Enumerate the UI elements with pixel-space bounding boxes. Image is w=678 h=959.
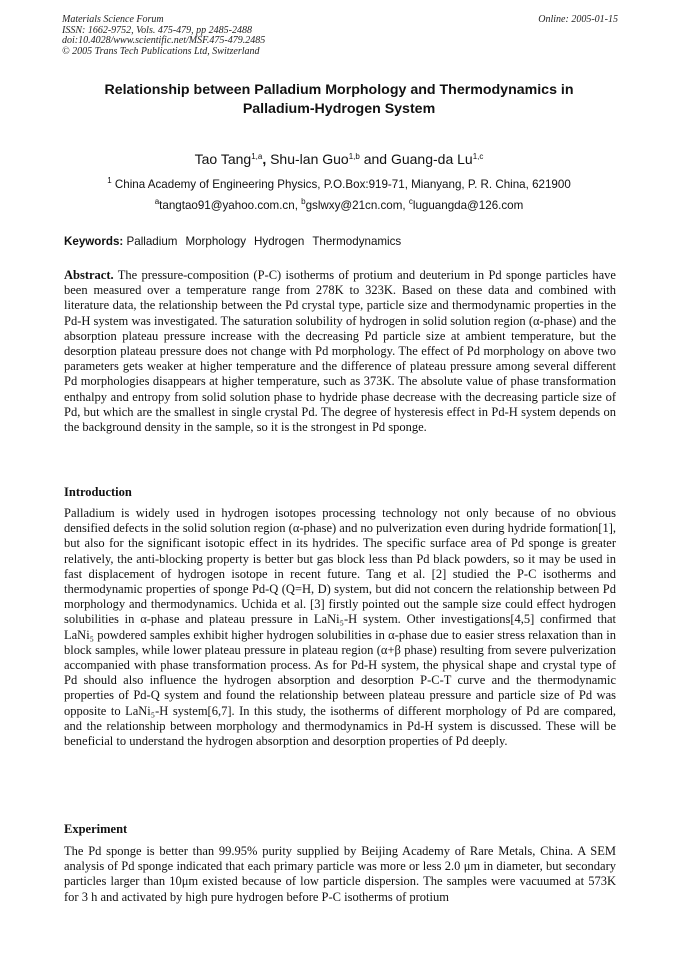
author-separator: , (262, 151, 271, 167)
journal-issn: ISSN: 1662-9752, Vols. 475-479, pp 2485-2488 (62, 24, 252, 36)
abstract-label: Abstract. (64, 268, 114, 282)
email-link[interactable]: gslwxy@21cn.com (305, 199, 403, 212)
title-line-2: Palladium-Hydrogen System (242, 101, 436, 117)
email-link[interactable]: luguangda@126.com (412, 199, 524, 212)
section-heading-experiment: Experiment (64, 822, 128, 836)
keywords-line (64, 234, 620, 249)
email-mark: c (408, 197, 413, 206)
email-link[interactable]: tangtao91@yahoo.com.cn (159, 199, 295, 212)
email-mark: a (154, 197, 160, 206)
author-name: Shu-lan Guo (270, 151, 349, 167)
author-affil-mark: 1,c (472, 152, 484, 161)
author-name: Guang-da Lu (390, 151, 473, 167)
paper-title (40, 81, 638, 119)
keyword: Thermodynamics (312, 235, 402, 248)
keyword: Palladium (126, 235, 178, 248)
keywords-label: Keywords: (64, 235, 124, 248)
author-affil-mark: 1,a (251, 152, 263, 161)
affiliation-text: China Academy of Engineering Physics, P.O.Box:919-71, Mianyang, P. R. China, 621900 (111, 178, 571, 191)
journal-doi: doi:10.4028/www.scientific.net/MSF.475-479.2485 (62, 35, 266, 47)
abstract (64, 268, 616, 435)
journal-name: Materials Science Forum (62, 14, 164, 25)
author-separator: and (359, 151, 391, 167)
email-separator: , (402, 199, 409, 212)
keyword: Morphology (185, 235, 247, 248)
author-name: Tao Tang (194, 151, 252, 167)
author-affil-mark: 1,b (348, 152, 360, 161)
abstract-text: The pressure-composition (P-C) isotherms of protium and deuterium in Pd sponge particles have been measured over a temperature range from 278K to 323K. Based on these data and combined with literature data, the relationship between the Pd crystal type, particle size and thermodynamic properties in the Pd-H system was investigated. The saturation solubility of hydrogen in solid solution region (α-phase) and the absorption plateau pressure increase with the decreasing Pd particle size at ambient temperature, but the desorption plateau pressure does not change with Pd morphology. The effect of Pd morphology on above two parameters gets weaker at higher temperature and the difference of plateau pressure among several different Pd morphologies disappears at higher temperature, such as 373K. The absolute value of phase transformation enthalpy and entropy from solid solution phase to hydride phase decrease with the decreasing particle size of Pd, but which are the smallest in single crystal Pd. The degree of hysteresis effect in Pd-H system depends on the background density in the sample, so it is the strongest in Pd sponge. (64, 268, 616, 435)
author-emails (40, 198, 638, 213)
section-heading-introduction: Introduction (64, 485, 132, 499)
journal-header (62, 15, 618, 57)
journal-copyright: © 2005 Trans Tech Publications Ltd, Switzerland (62, 45, 260, 57)
email-mark: b (301, 197, 306, 206)
title-line-1: Relationship between Palladium Morphology and Thermodynamics in (104, 82, 574, 98)
keyword: Hydrogen (254, 235, 305, 248)
author-list (40, 150, 638, 168)
experiment-paragraph: The Pd sponge is better than 99.95% purity supplied by Beijing Academy of Rare Metals, China. A SEM analysis of Pd sponge indicated that each primary particle was more or less 2.0 μm in diameter, but secondary particles larger than 10μm existed because of low particle dispersion. The samples were vacuumed at 573K for 3 h and activated by high pure hydrogen before P-C isotherms of protium (64, 844, 616, 904)
affiliation (40, 177, 638, 192)
affiliation-mark: 1 (107, 176, 112, 185)
email-separator: , (294, 199, 302, 212)
online-date: Online: 2005-01-15 (538, 14, 618, 25)
introduction-paragraph: Palladium is widely used in hydrogen isotopes processing technology not only because of no obvious densified defects in the solid solution region (α-phase) and no pulverization even during hydride formation[1], but also for the significant isotopic effect in its hydrides. The specific surface area of Pd sponge is greater relatively, the anti-blocking property is better but gas block less than Pd black powders, so it may be used in fast displacement of hydrogen isotope in recent future. Tang et al. [2] studied the P-C isotherms and thermodynamic properties of sponge Pd-Q (Q=H, D) system, but did not concern the relationship between Pd morphology and thermodynamics. Uchida et al. [3] firstly pointed out the sample size could effect hydrogen solubilities in α-phase and plateau pressure in LaNi₅-H system. Other investigations[4,5] confirmed that LaNi₅ powdered samples exhibit higher hydrogen solubilities in α-phase due to easier stress relaxation than in block samples, while lower plateau pressure in plateau region (α+β phase) resulting from severe pulverization accompanied with phase transformation process. As for Pd-H system, the physical shape and crystal type of Pd should also influence the hydrogen absorption and desorption P-C-T curve and the thermodynamic properties of Pd-Q system and found the relationship between plateau pressure and particle size of Pd was opposite to LaNi₅-H system[6,7]. In this study, the isotherms of different morphology of Pd are compared, and the relationship between morphology and thermodynamics in Pd-H system is discussed. These will be beneficial to understand the hydrogen absorption and desorption properties of Pd deeply. (64, 506, 616, 749)
